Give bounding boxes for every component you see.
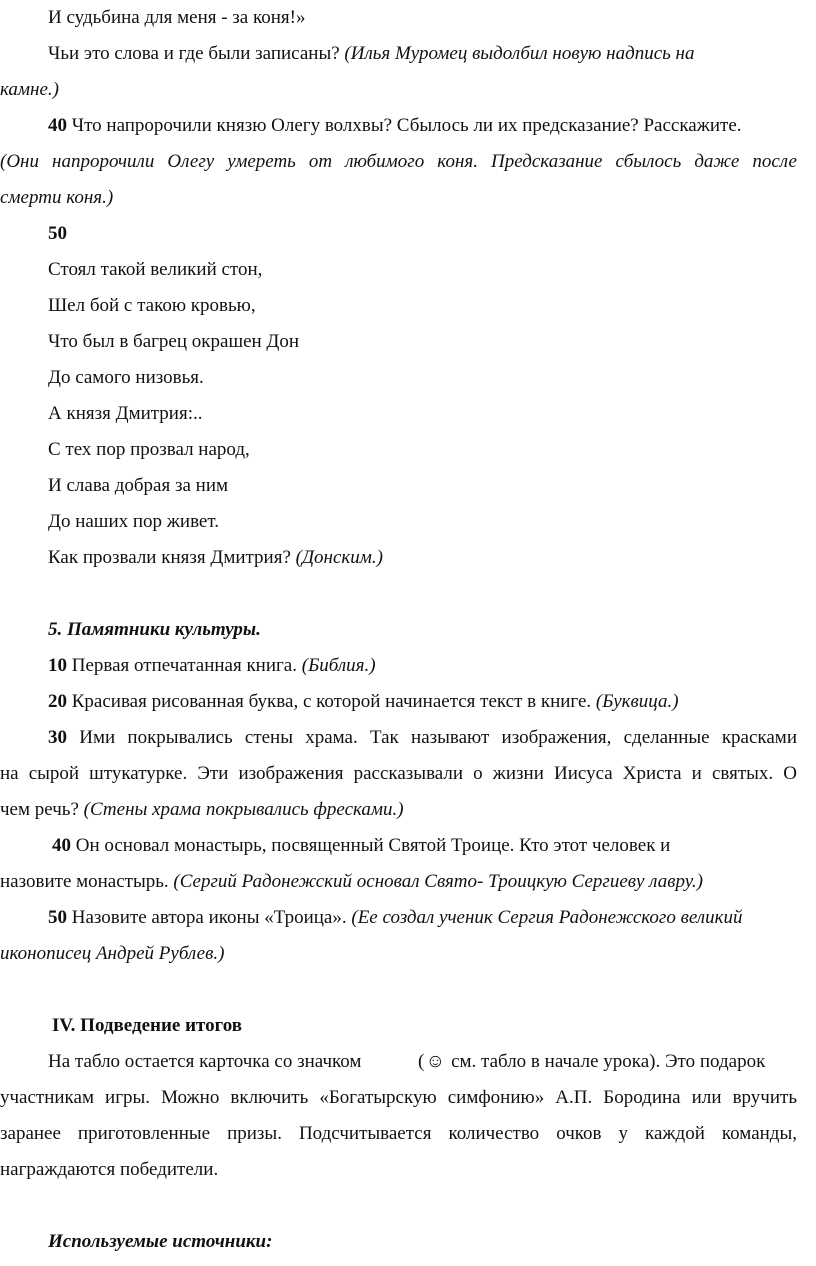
question-number: 40: [52, 835, 71, 856]
section-heading: IV. Подведение итогов: [52, 1015, 243, 1036]
paren-text: (: [418, 1051, 425, 1072]
question-text: назовите монастырь.: [0, 871, 174, 892]
question-line: [48, 114, 742, 138]
paragraph-text: см. табло в начале урока). Это подарок: [446, 1051, 766, 1072]
answer-text: смерти коня.): [0, 187, 114, 208]
question-text: на сырой штукатурке. Эти изображения рассказывали о жизни Иисуса Христа и святых. О: [0, 763, 797, 784]
answer-text: (Ее создал ученик Сергия Радонежского великий: [351, 907, 743, 928]
answer-text: (Сергий Радонежский основал Свято- Троицкую Сергиеву лавру.): [173, 871, 704, 892]
poem-line: И слава добрая за ним: [48, 475, 229, 496]
question-number: 10: [48, 655, 67, 676]
poem-line: И судьбина для меня - за коня!»: [48, 7, 306, 28]
question-text: Первая отпечатанная книга.: [67, 655, 302, 676]
poem-line: До наших пор живет.: [48, 511, 219, 532]
answer-text: (Они напророчили Олегу умереть от любимого коня. Предсказание сбылось даже после: [0, 151, 797, 172]
poem-line: А князя Дмитрия:..: [48, 403, 203, 424]
question-text: чем речь?: [0, 799, 84, 820]
question-text: Чьи это слова и где были записаны?: [48, 43, 345, 64]
question-line: [48, 42, 694, 66]
question-text: Ими покрывались стены храма. Так называют изображения, сделанные красками: [67, 727, 797, 748]
smiley-icon: ☺: [425, 1051, 446, 1072]
question-number: 30: [48, 727, 67, 748]
question-text: Красивая рисованная буква, с которой начинается текст в книге.: [67, 691, 596, 712]
answer-text: (Стены храма покрывались фресками.): [83, 799, 404, 820]
answer-text: (Донским.): [295, 547, 384, 568]
question-line: [48, 690, 679, 714]
question-line: [0, 798, 404, 822]
question-line: [52, 834, 670, 858]
section-heading: Используемые источники:: [48, 1231, 273, 1252]
paragraph-line: участникам игры. Можно включить «Богатырскую симфонию» А.П. Бородина или вручить: [0, 1087, 797, 1108]
paragraph-line: [418, 1050, 765, 1074]
question-text: Как прозвали князя Дмитрия?: [48, 547, 296, 568]
answer-text: (Библия.): [301, 655, 376, 676]
question-line: [48, 906, 742, 930]
poem-line: Стоял такой великий стон,: [48, 259, 263, 280]
question-text: Он основал монастырь, посвященный Святой Троице. Кто этот человек и: [71, 835, 671, 856]
question-number: 50: [48, 223, 67, 244]
question-line: [48, 726, 797, 750]
question-number: 40: [48, 115, 67, 136]
answer-text: (Илья Муромец выдолбил новую надпись на: [344, 43, 695, 64]
section-heading: 5. Памятники культуры.: [48, 619, 261, 640]
question-text: Назовите автора иконы «Троица».: [67, 907, 352, 928]
question-text: Что напророчили князю Олегу волхвы? Сбылось ли их предсказание? Расскажите.: [67, 115, 742, 136]
poem-line: До самого низовья.: [48, 367, 204, 388]
question-line: [0, 870, 703, 894]
poem-line: Что был в багрец окрашен Дон: [48, 331, 300, 352]
paragraph-line: награждаются победители.: [0, 1159, 219, 1180]
answer-text: иконописец Андрей Рублев.): [0, 943, 225, 964]
question-line: [48, 654, 376, 678]
paragraph-line: На табло остается карточка со значком: [48, 1051, 362, 1072]
question-number: 20: [48, 691, 67, 712]
poem-line: Шел бой с такою кровью,: [48, 295, 256, 316]
question-number: 50: [48, 907, 67, 928]
question-line: [48, 546, 383, 570]
poem-line: С тех пор прозвал народ,: [48, 439, 250, 460]
paragraph-line: заранее приготовленные призы. Подсчитывается количество очков у каждой команды,: [0, 1123, 797, 1144]
answer-text: (Буквица.): [595, 691, 679, 712]
answer-text: камне.): [0, 79, 59, 100]
